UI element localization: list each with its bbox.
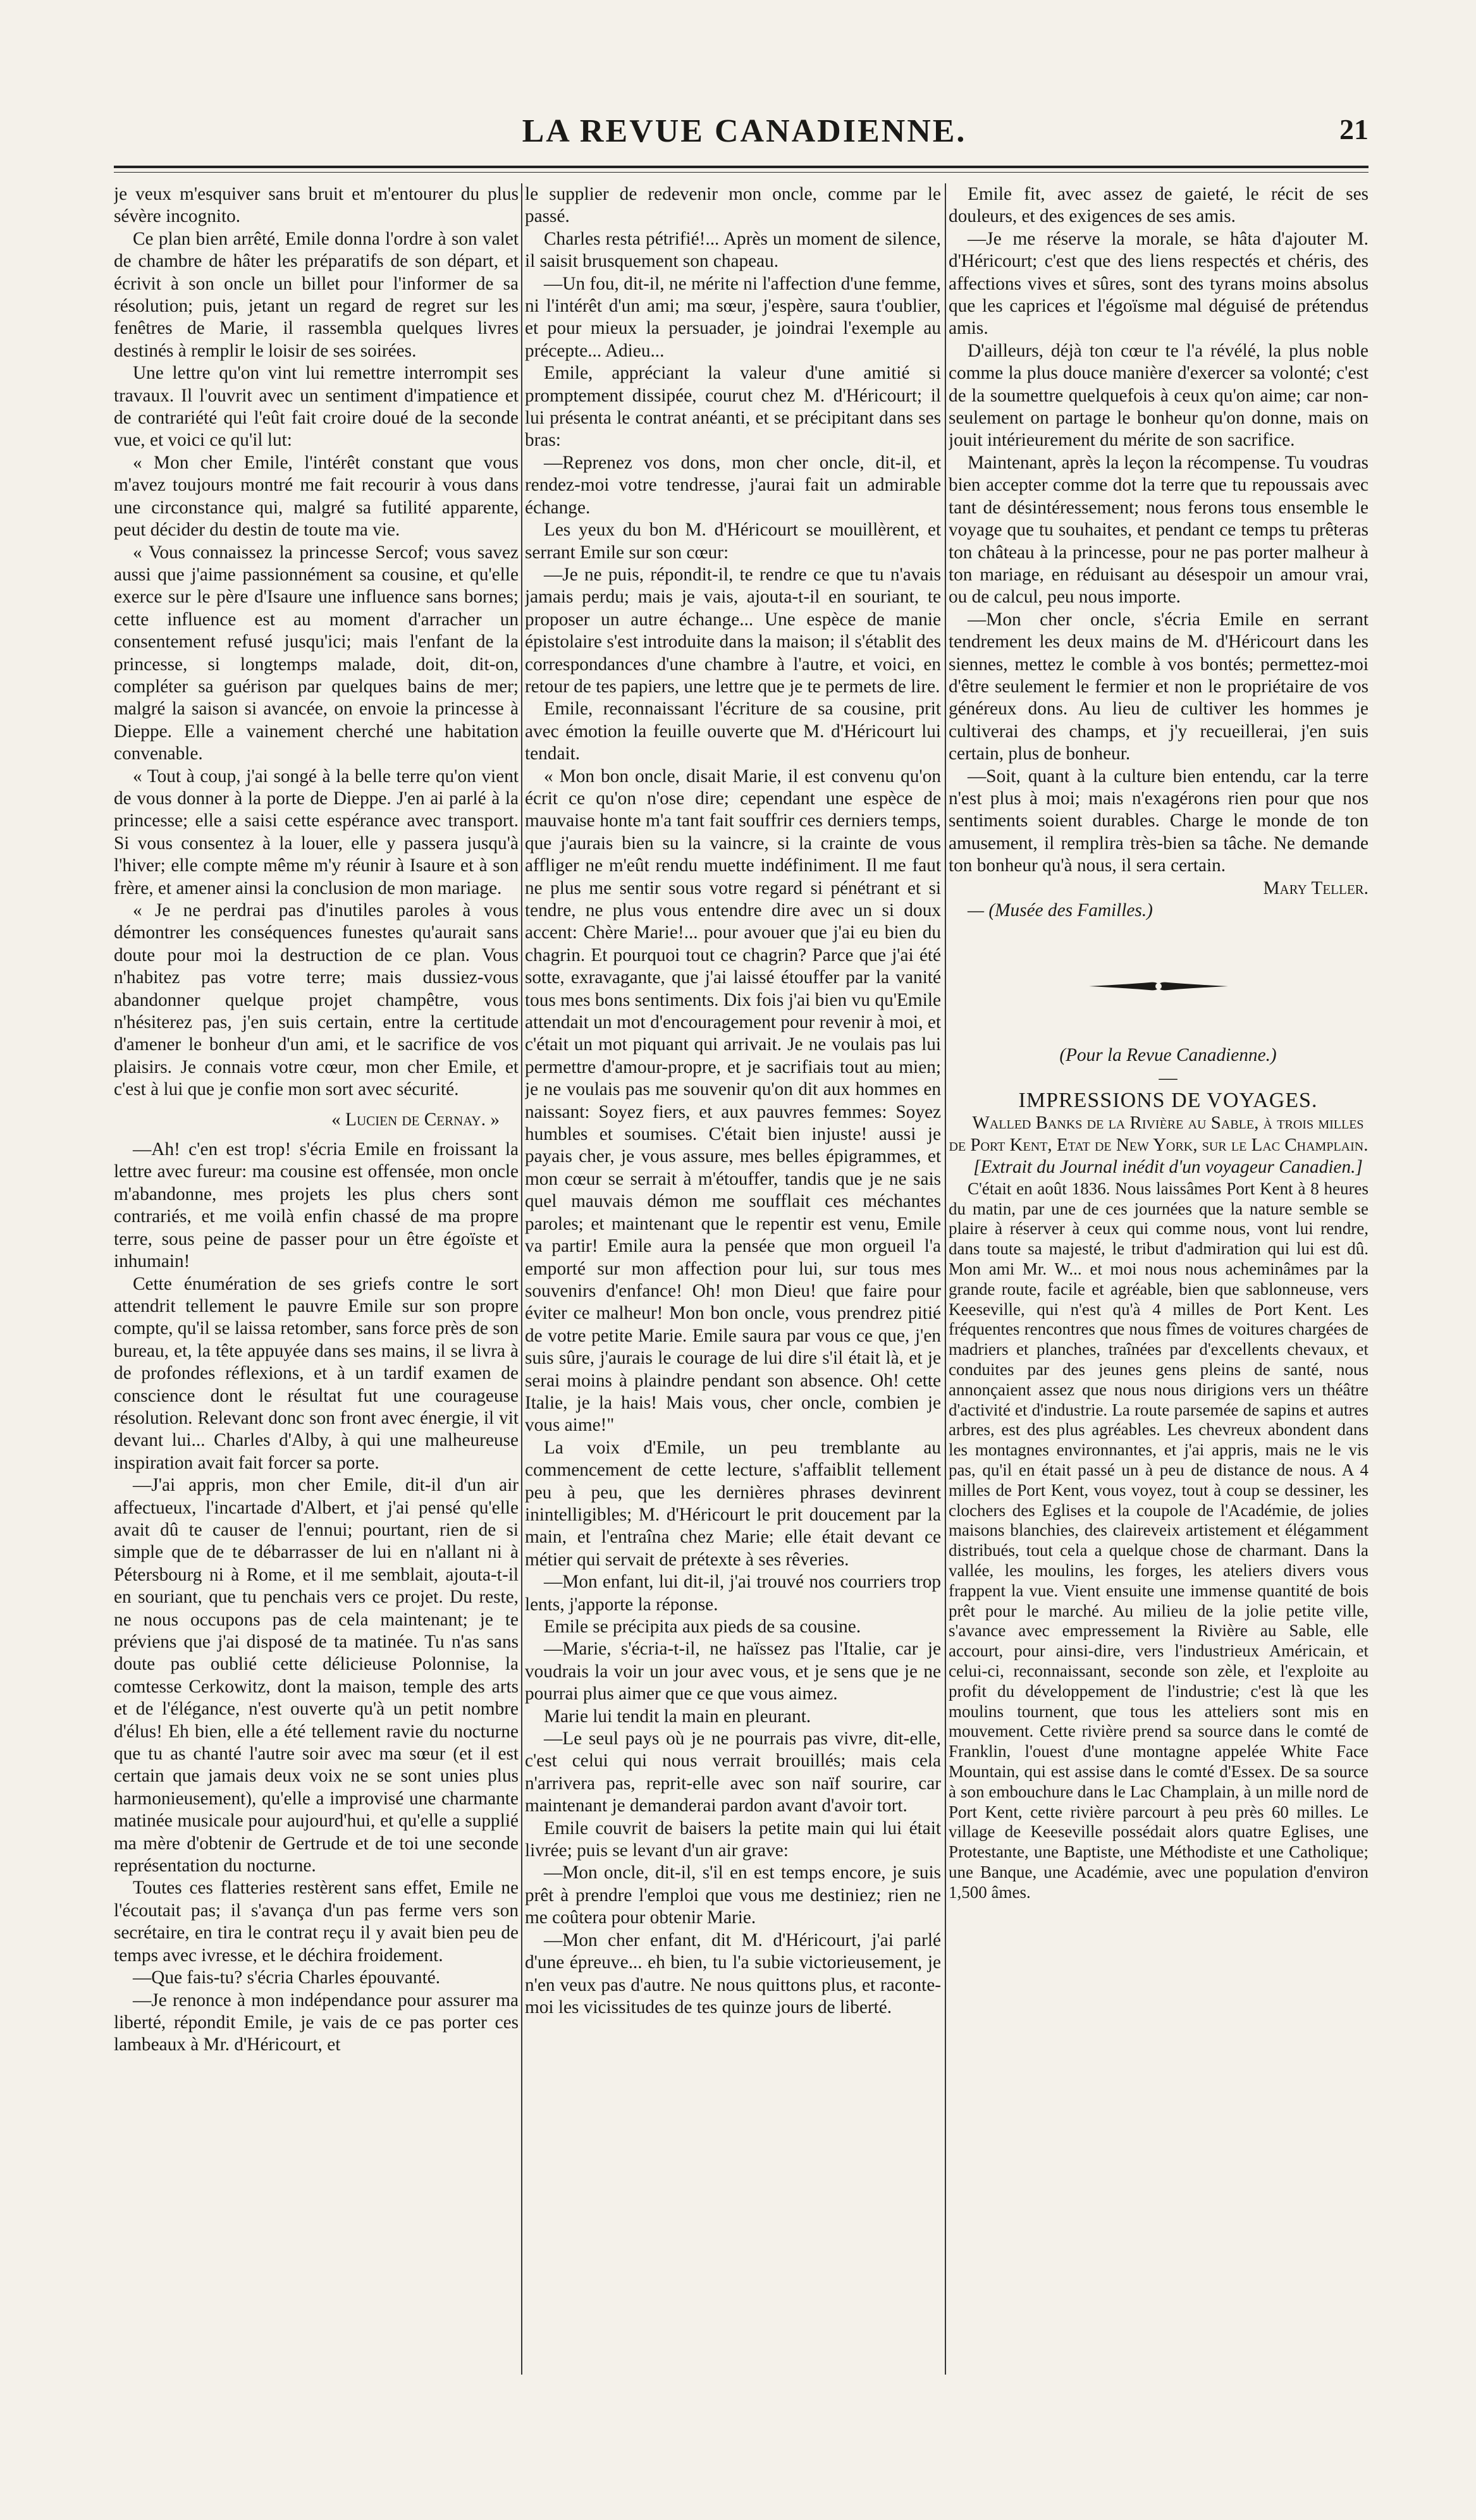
paragraph: Emile, reconnaissant l'écriture de sa cousine, prit avec émotion la feuille ouverte que M. d'Héricourt lui tendait. [525, 699, 941, 764]
paragraph: Ce plan bien arrêté, Emile donna l'ordre à son valet de chambre de hâter les préparatifs de son départ, et écrivit à son oncle un billet pour l'informer de sa résolution; puis, jetant un regard de regret sur les fenêtres de Marie, il rassembla quelques livres destinés à remplir le loisir de ses soirées. [114, 228, 519, 361]
section-title: IMPRESSIONS DE VOYAGES. [1018, 1089, 1318, 1113]
paragraph: Maintenant, après la leçon la récompense. Tu voudras bien accepter comme dot la terre que tu repoussais avec tant de désintéressement; nous ferons tous ensemble le voyage que tu souhaites, et pendant ce temps tu prêteras ton château à la princesse, pour ne pas porter malheur à ton mariage, en réduisant au désespoir un amour vrai, ou de calcul, peu nous importe. [949, 452, 1368, 608]
separator-dash: — [1159, 1067, 1178, 1088]
paragraph: Emile, appréciant la valeur d'une amitié si promptement dissipée, courut chez M. d'Héricourt; il lui présenta le contrat anéanti, et se précipitant dans ses bras: [525, 363, 941, 451]
column-divider [521, 183, 522, 2375]
letter-paragraph: « Vous connaissez la princesse Sercof; vous savez aussi que j'aime passionnément sa cousine, et qu'elle exerce sur le père d'Isaure une influence sans bornes; cette influence est au moment d'arracher un consentement refusé jusqu'ici; mais l'enfant de la princesse, si longtemps malade, doit, dit-on, compléter sa guérison par quelques bains de mer; malgré la saison si avancée, on envoie la princesse à Dieppe. Elle a vainement cherché une habitation convenable. [114, 542, 519, 764]
paragraph: —Soit, quant à la culture bien entendu, car la terre n'est plus à moi; mais n'exagérons rien pour que nos sentiments soient durables. Charge le monde de ton amusement, il remplira très-bien sa tâche. Ne demande ton bonheur qu'à nous, il sera certain. [949, 766, 1368, 876]
column-2 [525, 183, 941, 2375]
letter-paragraph: « Tout à coup, j'ai songé à la belle terre qu'on vient de vous donner à la porte de Dieppe. J'en ai parlé à la princesse; elle a saisi cette espérance avec transport. Si vous consentez à la louer, elle y passera jusqu'à l'hiver; elle compte même m'y réunir à Isaure et à son frère, et amener ainsi la conclusion de mon mariage. [114, 766, 519, 898]
page-number: 21 [1339, 113, 1368, 145]
paragraph: —Mon enfant, lui dit-il, j'ai trouvé nos courriers trop lents, j'apporte la réponse. [525, 1572, 941, 1615]
paragraph: —Que fais-tu? s'écria Charles épouvanté. [133, 1967, 441, 1988]
paragraph: D'ailleurs, déjà ton cœur te l'a révélé, la plus noble comme la plus douce manière d'exercer sa volonté; c'est de la soumettre quelquefois à ceux qu'on aime; car non-seulement on partage le bonheur qu'on donne, mais on jouit intérieurement du mérite de son sacrifice. [949, 340, 1368, 451]
paragraph: —J'ai appris, mon cher Emile, dit-il d'un air affectueux, l'incartade d'Albert, et j'ai pensé qu'elle avait dû te causer de l'ennui; pourtant, rien de si simple que de te débarrasser de lui en n'allant ni à Pétersbourg ni à Rome, et il me semblait, ajouta-t-il en souriant, que tu penchais vers ce projet. Du reste, ne nous occupons pas de cela maintenant; je te préviens que j'ai disposé de ta matinée. Tu n'as sans doute pas oublié cette délicieuse Polonnise, la comtesse Cerkowitz, dont la maison, temple des arts et de l'élégance, n'est ouverte qu'à un petit nombre d'élus! Eh bien, elle a été tellement ravie du nocturne que tu as chanté l'autre soir avec ma sœur (et il est certain que jamais deux voix ne se sont unies plus harmonieusement), qu'elle a improvisé une charmante matinée musicale pour aujourd'hui, et qu'elle a supplié ma mère d'obtenir de Gertrude et de toi une seconde représentation du nocturne. [114, 1475, 519, 1876]
column-3 [949, 183, 1368, 2375]
paragraph: —Je renonce à mon indépendance pour assurer ma liberté, répondit Emile, je vais de ce pas porter ces lambeaux à Mr. d'Héricourt, et [114, 1990, 519, 2055]
paragraph: La voix d'Emile, un peu tremblante au commencement de cette lecture, s'affaiblit tellement peu à peu, que les dernières phrases devinrent inintelligibles; M. d'Héricourt le prit doucement par la main, et l'entraîna chez Marie; elle était devant ce métier qui servait de prétexte à ses rêveries. [525, 1437, 941, 1570]
paragraph: —Mon oncle, dit-il, s'il en est temps encore, je suis prêt à prendre l'emploi que vous me destiniez; rien ne me coûtera pour obtenir Marie. [525, 1862, 941, 1928]
paragraph: —Mon cher enfant, dit M. d'Héricourt, j'ai parlé d'une épreuve... eh bien, tu l'a subie victorieusement, je n'en veux pas d'autre. Ne nous quittons plus, et raconte-moi les vicissitudes de tes quinze jours de liberté. [525, 1930, 941, 2017]
column-divider [945, 183, 946, 2375]
paragraph: —Mon cher oncle, s'écria Emile en serrant tendrement les deux mains de M. d'Héricourt dans les siennes, mettez le comble à vos bontés; permettez-moi d'être seulement le fermier et non le propriétaire de vos généreux dons. Au lieu de cultiver les hommes je cultiverai des champs, et j'y recueillerai, j'en suis certain, plus de bonheur. [949, 609, 1368, 764]
section-body: C'était en août 1836. Nous laissâmes Port Kent à 8 heures du matin, par une de ces journées que la nature semble se plaire à réserver à ceux qui comme nous, vont lui rendre, dans toute sa majesté, le tribut d'admiration qui lui est dû. Mon ami Mr. W... et moi nous nous acheminâmes par la grande route, facile et agréable, bien que sablonneuse, vers Keeseville, qui n'est qu'à 4 milles de Port Kent. Les fréquentes rencontres que nous fîmes de voitures chargées de madriers et planches, traînées par d'excellents chevaux, et conduites par des jeunes gens pleins de santé, nous annonçaient assez que nous nous dirigions vers un théâtre d'activité et d'industrie. La route parsemée de sapins et autres arbres, est des plus agréables. Les chevreux abondent dans les montagnes environnantes, et j'ai appris, mais ne le vis pas, qu'il en était passé un à peu de distance de nous. A 4 milles de Port Kent, vous voyez, tout à coup se dessiner, les clochers des Eglises et la coupole de l'Académie, de jolies maisons blanchies, des claireveix artistement et élégamment distribués, tout cela a quelque chose de charmant. Dans la vallée, les moulins, les forges, les ateliers divers vous frappent la vue. Vient ensuite une immense quantité de bois prêt pour le marché. Au milieu de la jolie petite ville, s'avance avec empressement la Rivière au Sable, elle accourt, pour ainsi-dire, vers l'industrieux Américain, et celui-ci, reconnaissant, seconde son zèle, et l'exploite au profit du développement de l'industrie; c'est là que les moulins tournent, que tous les atteliers sont mis en mouvement. Cette rivière prend sa source dans le comté de Franklin, l'ouest d'une montagne appelée White Face Mountain, qui est assise dans le comté d'Essex. De sa source à son embouchure dans le Lac Champlain, à un mille nord de Port Kent, cette rivière parcourt à peu près 60 milles. Le village de Keeseville possédait alors quatre Eglises, une Protestante, une Baptiste, une Méthodiste et une Catholique; une Banque, une Académie, avec une population d'environ 1,500 âmes. [949, 1178, 1368, 1902]
section-subtitle: Walled Banks de la Rivière au Sable, à trois milles de Port Kent, Etat de New York, sur le Lac Champlain. [949, 1112, 1368, 1156]
paragraph: je veux m'esquiver sans bruit et m'entourer du plus sévère incognito. [114, 184, 519, 227]
letter-paragraph: « Mon bon oncle, disait Marie, il est convenu qu'on écrit ce qu'on n'ose dire; cependant une espèce de mauvaise honte m'a tant fait souffrir ces derniers temps, que j'aurais bien su la vaincre, si la crainte de vous affliger ne m'eût rendu muette indéfiniment. Il me faut ne plus me sentir sous votre regard si pénétrant et si tendre, ne plus vous entendre dire avec un si doux accent: Chère Marie!... pour avouer que j'ai eu bien du chagrin. Et pourquoi tout ce chagrin? Parce que j'ai été sotte, exravagante, que j'ai laissé étouffer par la vanité tous mes bons sentiments. Dix fois j'ai bien vu qu'Emile attendait un mot d'encouragement pour revenir à moi, et c'était un mot piquant qui arrivait. Je ne voulais pas lui permettre d'amour-propre, et je sacrifiais tout au mien; je ne voulais pas me souvenir qu'on dit aux hommes en naissant: Soyez fiers, et aux pauvres femmes: Soyez humbles et soumises. C'était bien injuste! aussi je payais cher, je vous assure, mes belles épigrammes, et mon cœur se serrait à m'étouffer, tandis que je ne sais quel mauvais démon me soufflait ces méchantes paroles; et maintenant que le repentir est venu, Emile va partir! Emile aura la pensée que mon orgueil l'a emporté sur mon affection pour lui, sur tous mes souvenirs d'enfance! Oh! mon Dieu! que faire pour éviter ce malheur! Mon bon oncle, vous prendrez pitié de votre petite Marie. Emile saura par vous ce que, j'en suis sûre, j'aurais le courage de lui dire s'il était là, et je serai moins à plaindre pendant son absence. Oh! cette Italie, je la hais! Mais vous, cher oncle, combien je vous aime!" [525, 766, 941, 1436]
attribution-line: (Pour la Revue Canadienne.) [1059, 1045, 1277, 1066]
page-header [120, 113, 1368, 157]
journal-title: LA REVUE CANADIENNE. [522, 113, 967, 149]
paragraph: Les yeux du bon M. d'Héricourt se mouillèrent, et serrant Emile sur son cœur: [525, 520, 941, 563]
letter-signature: « Lucien de Cernay. » [331, 1109, 500, 1130]
article-signature: Mary Teller. [1263, 878, 1368, 898]
paragraph: Marie lui tendit la main en pleurant. [544, 1706, 811, 1727]
paragraph: Emile se précipita aux pieds de sa cousine. [544, 1617, 861, 1637]
letter-paragraph: « Je ne perdrai pas d'inutiles paroles à vous démontrer les conséquences funestes qu'aurait sans doute pour moi la destruction de ce plan. Vous n'habitez pas votre terre; mais dussiez-vous abandonner quelque projet champêtre, vous n'hésiterez pas, j'en suis certain, entre la certitude d'amener le bonheur d'un ami, et le sacrifice de vos plaisirs. Je connais votre cœur, mon cher Emile, et c'est à lui que je confie mon sort avec sécurité. [114, 900, 519, 1100]
paragraph: —Le seul pays où je ne pourrais pas vivre, dit-elle, c'est celui qui nous verrait brouillés; mais cela n'arrivera pas, reprit-elle avec son naïf sourire, car maintenant je demanderai pardon avant d'avoir tort. [525, 1728, 941, 1816]
paragraph: Une lettre qu'on vint lui remettre interrompit ses travaux. Il l'ouvrit avec un sentiment d'impatience et de contrariété qui l'eût fait croire doué de la seconde vue, et voici ce qu'il lut: [114, 363, 519, 451]
paragraph: —Un fou, dit-il, ne mérite ni l'affection d'une femme, ni l'intérêt d'un ami; ma sœur, j'espère, saura t'oublier, et pour mieux la persuader, je joindrai l'exemple au précepte... Adieu... [525, 273, 941, 361]
paragraph: Toutes ces flatteries restèrent sans effet, Emile ne l'écoutait pas; il s'avança d'un pas ferme vers son secrétaire, en tira le contrat reçu il y avait bien peu de temps avec ivresse, et le déchira froidement. [114, 1878, 519, 1966]
header-rule [114, 166, 1368, 168]
paragraph: Charles resta pétrifié!... Après un moment de silence, il saisit brusquement son chapeau. [525, 228, 941, 272]
header-rule-thin [114, 172, 1368, 173]
paragraph: le supplier de redevenir mon oncle, comme par le passé. [525, 184, 941, 227]
letter-paragraph: « Mon cher Emile, l'intérêt constant que vous m'avez toujours montré me fait recourir à vous dans une circonstance qui, malgré sa futilité apparente, peut décider du destin de toute ma vie. [114, 452, 519, 541]
paragraph: —Je me réserve la morale, se hâta d'ajouter M. d'Héricourt; c'est que des liens respectés et chéris, des affections vives et sûres, sont des tyrans moins absolus que les caprices et l'égoïsme mal déguisé de prétendus amis. [949, 228, 1368, 339]
section-ornament-icon [1089, 979, 1228, 994]
paragraph: —Reprenez vos dons, mon cher oncle, dit-il, et rendez-moi votre tendresse, j'aurai fait un admirable échange. [525, 452, 941, 518]
paragraph: —Je ne puis, répondit-il, te rendre ce que tu n'avais jamais perdu; mais je vais, ajouta-t-il en souriant, te proposer un autre échange... Une espèce de manie épistolaire s'est introduite dans la maison; il s'établit des correspondances d'une chambre à l'autre, et voici, en retour de tes papiers, une lettre que je te permets de lire. [525, 564, 941, 697]
article-source: — (Musée des Familles.) [968, 900, 1153, 921]
paragraph: Cette énumération de ses griefs contre le sort attendrit tellement le pauvre Emile sur son propre compte, qu'il se laissa retomber, sans force près de son bureau, et, la tête appuyée dans ses mains, il se livra à de profondes réflexions, et à un tardif examen de conscience dont le résultat fut une courageuse résolution. Relevant donc son front avec énergie, il vit devant lui... Charles d'Alby, à qui une malheureuse inspiration avait fait forcer sa porte. [114, 1273, 519, 1473]
paragraph: Emile couvrit de baisers la petite main qui lui était livrée; puis se levant d'un air grave: [525, 1818, 941, 1861]
column-1 [114, 183, 519, 2375]
paragraph: —Marie, s'écria-t-il, ne haïssez pas l'Italie, car je voudrais la voir un jour avec vous, et je sens que je ne pourrai plus aimer que ce que vous aimez. [525, 1639, 941, 1704]
section-extract-note: [Extrait du Journal inédit d'un voyageur Canadien.] [973, 1157, 1363, 1178]
paragraph: Emile fit, avec assez de gaieté, le récit de ses douleurs, et des exigences de ses amis. [949, 184, 1368, 227]
paragraph: —Ah! c'en est trop! s'écria Emile en froissant la lettre avec fureur: ma cousine est offensée, mon oncle m'abandonne, mes projets les plus chers sont contrariés, et me voilà enfin chassé de ma propre terre, sous peine de passer pour un être égoïste et inhumain! [114, 1139, 519, 1272]
